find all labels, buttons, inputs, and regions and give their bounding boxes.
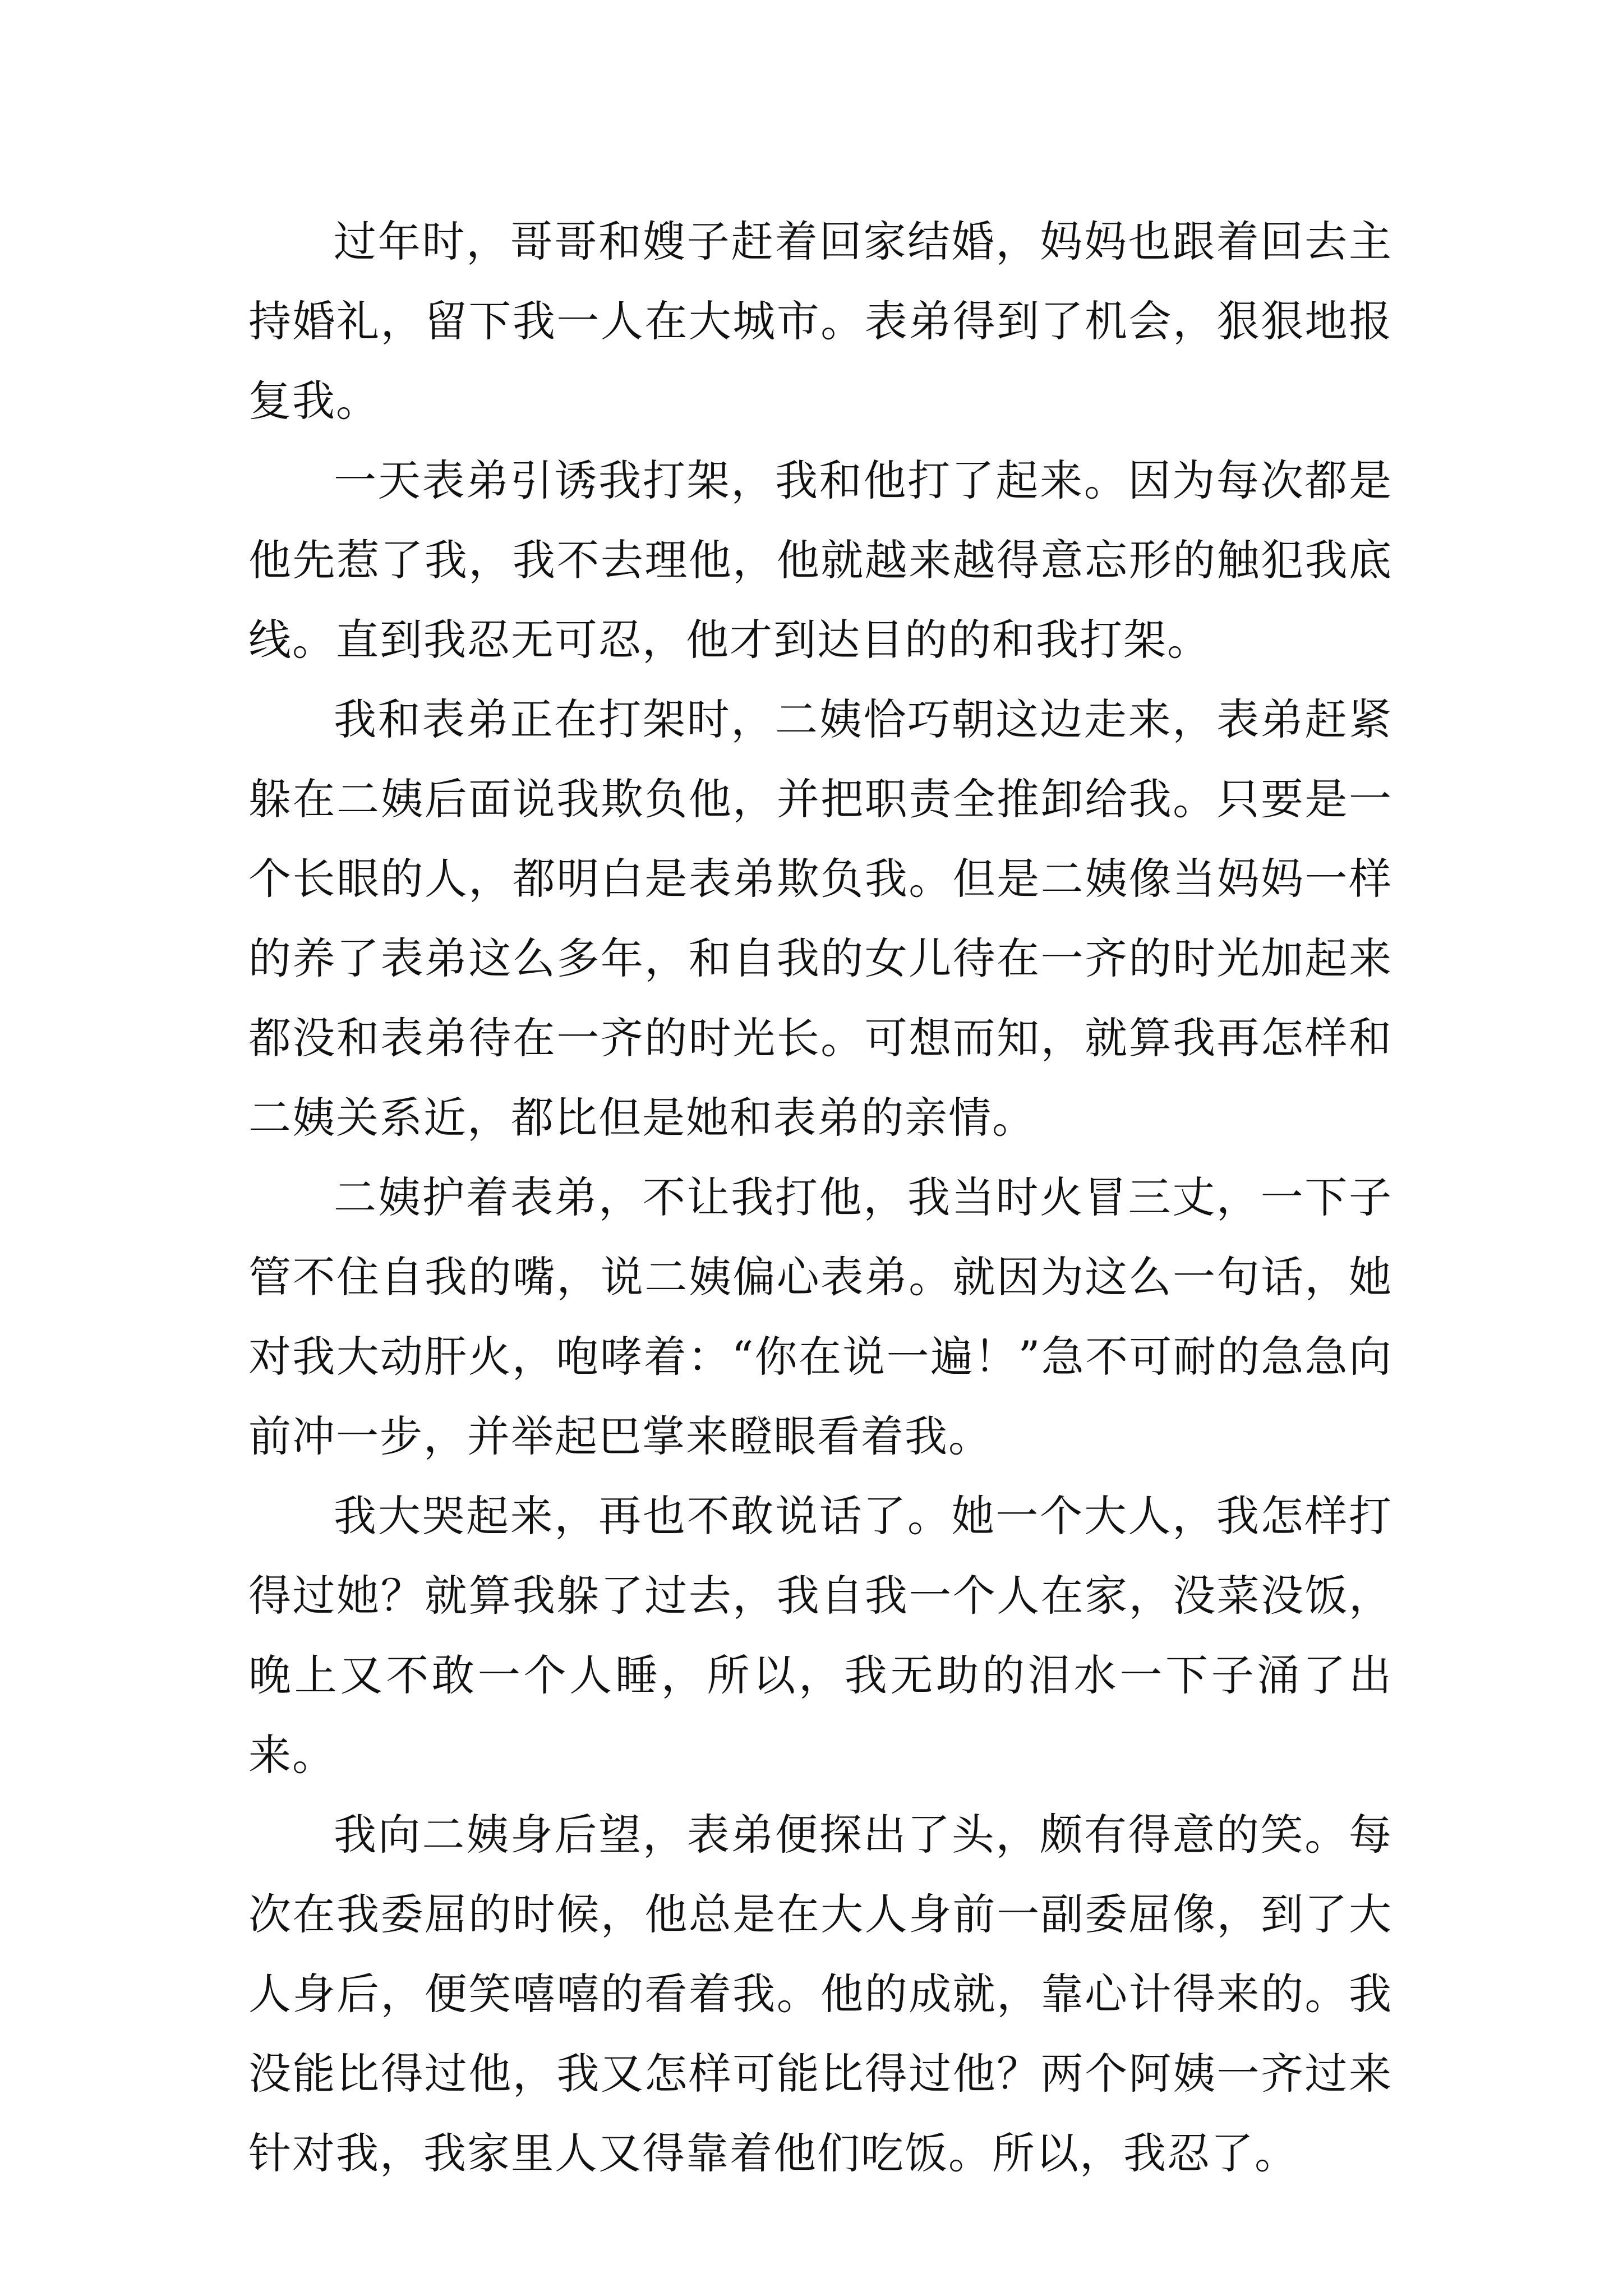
- paragraph-5: 我大哭起来，再也不敢说话了。她一个大人，我怎样打得过她？就算我躲了过去，我自我一个人在家，没菜没饭，晚上又不敢一个人睡，所以，我无助的泪水一下子涌了出来。: [248, 1491, 1393, 1780]
- paragraph-6: 我向二姨身后望，表弟便探出了头，颇有得意的笑。每次在我委屈的时候，他总是在大人身前一副委屈像，到了大人身后，便笑嘻嘻的看着我。他的成就，靠心计得来的。我没能比得过他，我又怎样可能比得过他？两个阿姨一齐过来针对我，我家里人又得靠着他们吃饭。所以，我忍了。: [248, 1810, 1393, 2178]
- body-text: [248, 202, 1393, 2193]
- paragraph-4: 二姨护着表弟，不让我打他，我当时火冒三丈，一下子管不住自我的嘴，说二姨偏心表弟。就因为这么一句话，她对我大动肝火，咆哮着：“你在说一遍！”急不可耐的急急向前冲一步，并举起巴掌来瞪眼看着我。: [248, 1172, 1393, 1461]
- paragraph-1: 过年时，哥哥和嫂子赶着回家结婚，妈妈也跟着回去主持婚礼，留下我一人在大城市。表弟得到了机会，狠狠地报复我。: [248, 217, 1393, 426]
- paragraph-2: 一天表弟引诱我打架，我和他打了起来。因为每次都是他先惹了我，我不去理他，他就越来越得意忘形的触犯我底线。直到我忍无可忍，他才到达目的的和我打架。: [248, 455, 1393, 665]
- paragraph-3: 我和表弟正在打架时，二姨恰巧朝这边走来，表弟赶紧躲在二姨后面说我欺负他，并把职责全推卸给我。只要是一个长眼的人，都明白是表弟欺负我。但是二姨像当妈妈一样的养了表弟这么多年，和自我的女儿待在一齐的时光加起来都没和表弟待在一齐的时光长。可想而知，就算我再怎样和二姨关系近，都比但是她和表弟的亲情。: [248, 694, 1393, 1143]
